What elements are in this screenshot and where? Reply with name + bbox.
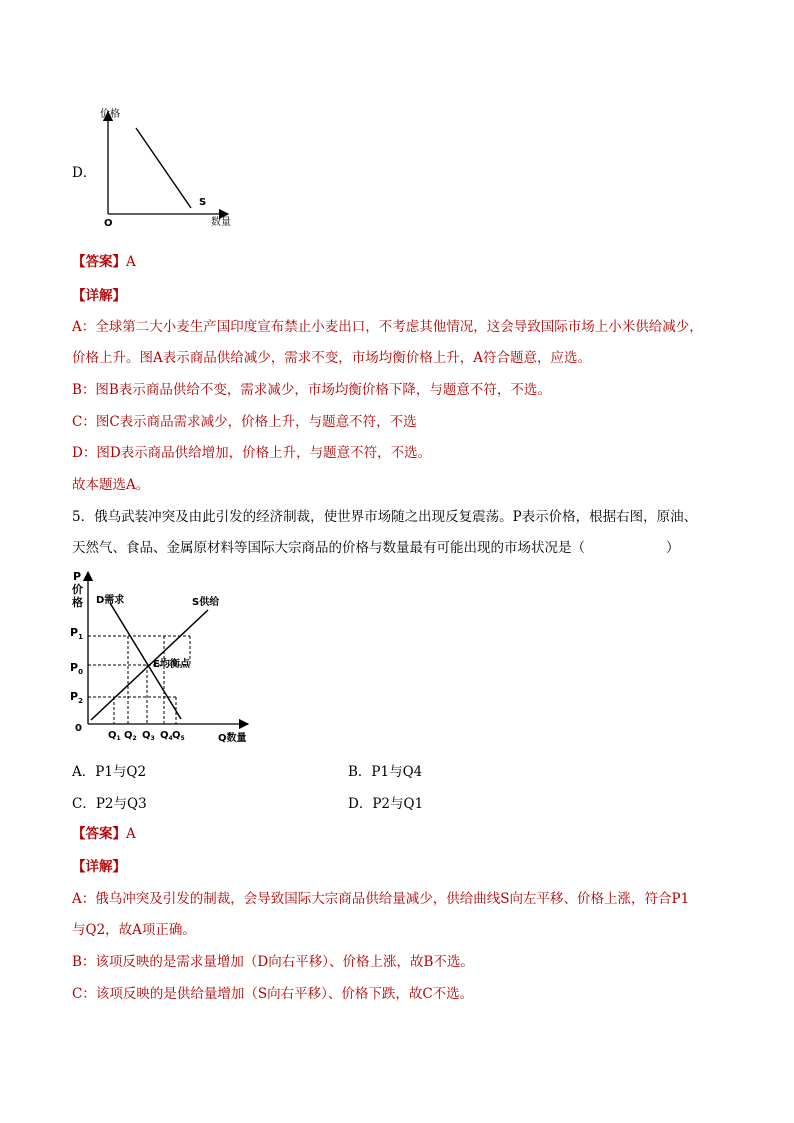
- detail-1-heading: 【详解】: [72, 288, 126, 304]
- question-5-line-1: 5．俄乌武装冲突及由此引发的经济制裁，使世界市场随之出现反复震荡。P表示价格，根据右图，原油、: [72, 509, 698, 525]
- conclusion-1: 故本题选A。: [72, 477, 150, 493]
- graph-origin: O: [104, 218, 113, 229]
- analysis-1-line-5: D：图D表示商品供给增加，价格上升，与题意不符，不选。: [72, 445, 432, 461]
- q4-tick: $Q_4$: [160, 730, 173, 742]
- graph-x-label: 数量: [211, 217, 231, 228]
- answer-1: [72, 250, 136, 270]
- detail-2-heading: 【详解】: [72, 859, 126, 875]
- supply-demand-chart: [68, 566, 258, 746]
- graph-curve-label: S: [199, 197, 207, 208]
- chart-origin: 0: [75, 723, 82, 734]
- answer-2: [72, 822, 136, 842]
- choice-d: D．P2与Q1: [348, 796, 424, 812]
- graph-y-label: 价格: [100, 109, 120, 120]
- chart-x-label: Q数量: [218, 733, 247, 744]
- option-d-label: D．: [72, 165, 97, 181]
- choice-b: B．P1与Q4: [348, 764, 423, 780]
- supply-label: S供给: [192, 597, 220, 608]
- chart-y-label-2: 格: [72, 596, 83, 609]
- choice-c: C．P2与Q3: [72, 796, 147, 812]
- q3-tick: $Q_3$: [142, 730, 155, 742]
- analysis-2-line-4: C：该项反映的是供给量增加（S向右平移）、价格下跌，故C不选。: [72, 986, 474, 1002]
- p0-tick: $P_0$: [70, 661, 83, 676]
- analysis-1-line-2: 价格上升。图A表示商品供给减少，需求不变，市场均衡价格上升，A符合题意，应选。: [72, 350, 591, 366]
- answer-value: A: [126, 826, 136, 842]
- chart-y-label-1: 价: [72, 583, 83, 596]
- chart-y-p: P: [73, 570, 82, 583]
- analysis-2-line-3: B：该项反映的是需求量增加（D向右平移）、价格上涨，故B不选。: [72, 954, 474, 970]
- choice-a: A．P1与Q2: [72, 764, 147, 780]
- equilibrium-label: E均衡点: [153, 659, 190, 670]
- analysis-1-line-1: A：全球第二大小麦生产国印度宣布禁止小麦出口，不考虑其他情况，这会导致国际市场上小米供给减少，: [72, 319, 703, 335]
- analysis-1-line-4: C：图C表示商品需求减少，价格上升，与题意不符，不选: [72, 414, 417, 430]
- p1-tick: $P_1$: [70, 626, 83, 641]
- analysis-1-line-3: B：图B表示商品供给不变，需求减少，市场均衡价格下降，与题意不符，不选。: [72, 382, 551, 398]
- answer-bracket: 【答案】: [72, 826, 126, 842]
- demand-label: D需求: [96, 595, 125, 606]
- analysis-2-line-2: 与Q2，故A项正确。: [72, 922, 196, 938]
- answer-bracket: 【答案】: [72, 254, 126, 270]
- answer-value: A: [126, 254, 136, 270]
- option-d-graph: [96, 104, 246, 232]
- q1-tick: $Q_1$: [108, 730, 121, 742]
- q2-tick: $Q_2$: [124, 730, 137, 742]
- question-5-line-2: 天然气、食品、金属原材料等国际大宗商品的价格与数量最有可能出现的市场状况是（ ）: [72, 540, 680, 556]
- analysis-2-line-1: A：俄乌冲突及引发的制裁，会导致国际大宗商品供给量减少，供给曲线S向左平移、价格上涨，符合P1: [72, 891, 690, 907]
- p2-tick: $P_2$: [70, 690, 83, 705]
- supply-curve-d: [136, 128, 191, 208]
- q5-tick: $Q_5$: [172, 730, 185, 742]
